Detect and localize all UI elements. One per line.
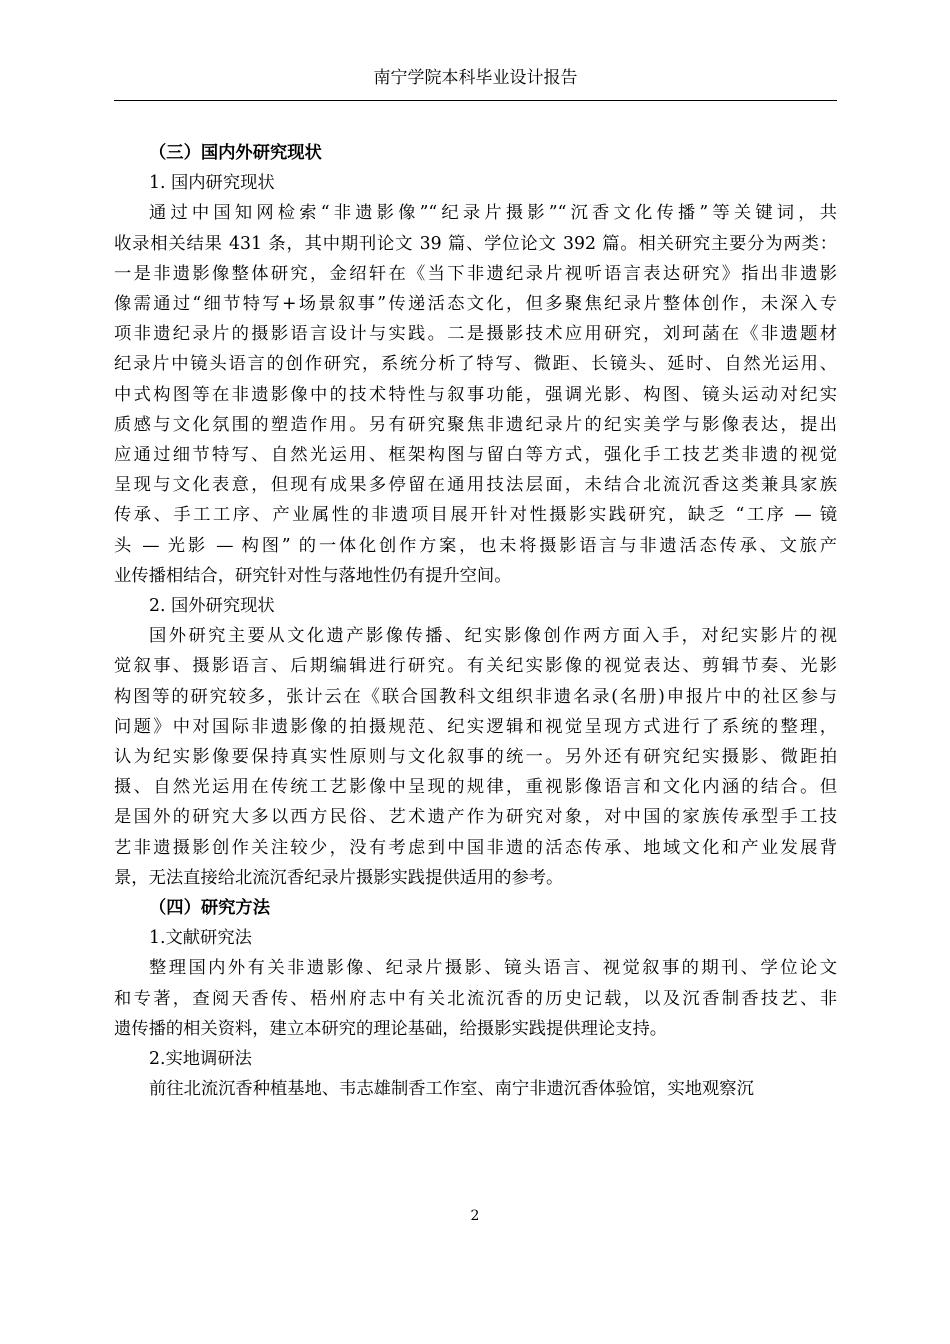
text-line: 国外研究主要从文化遗产影像传播、纪实影像创作两方面入手，对纪实影片的视 — [149, 626, 837, 647]
text-line: 像需通过“细节特写+场景叙事”传递活态文化，但多聚焦纪录片整体创作，未深入专 — [114, 294, 837, 315]
subheading-domestic: 1. 国内研究现状 — [149, 173, 275, 194]
subheading-fieldwork: 2.实地调研法 — [149, 1049, 252, 1070]
text-line: 是国外的研究大多以西方民俗、艺术遗产作为研究对象，对中国的家族传承型手工技 — [114, 807, 837, 828]
text-line: 项非遗纪录片的摄影语言设计与实践。二是摄影技术应用研究，刘珂菡在《非遗题材 — [114, 324, 837, 345]
text-line: 通过中国知网检索“非遗影像”“纪录片摄影”“沉香文化传播”等关键词，共 — [149, 203, 837, 224]
text-line: 前往北流沉香种植基地、韦志雄制香工作室、南宁非遗沉香体验馆，实地观察沉 — [149, 1079, 754, 1100]
text-line: 收录相关结果 431 条，其中期刊论文 39 篇、学位论文 392 篇。相关研究主要分为两类： — [114, 233, 837, 254]
text-line: 应通过细节特写、自然光运用、框架构图与留白等方式，强化手工技艺类非遗的视觉 — [114, 445, 837, 466]
text-line: 艺非遗摄影创作关注较少，没有考虑到中国非遗的活态传承、地域文化和产业发展背 — [114, 837, 837, 858]
text-line: 业传播相结合，研究针对性与落地性仍有提升空间。 — [114, 565, 512, 586]
page-number: 2 — [470, 1208, 480, 1224]
text-line: 问题》中对国际非遗影像的拍摄规范、纪实逻辑和视觉呈现方式进行了系统的整理， — [114, 716, 837, 737]
paragraph-domestic — [114, 198, 837, 591]
section-heading-4: （四）研究方法 — [149, 898, 270, 919]
text-line: 传承、手工工序、产业属性的非遗项目展开针对性摄影实践研究，缺乏 “工序 — 镜 — [114, 505, 837, 526]
text-line: 中式构图等在非遗影像中的技术特性与叙事功能，强调光影、构图、镜头运动对纪实 — [114, 384, 837, 405]
text-line: 质感与文化氛围的塑造作用。另有研究聚焦非遗纪录片的纪实美学与影像表达，提出 — [114, 414, 837, 435]
text-line: 和专著，查阅天香传、梧州府志中有关北流沉香的历史记载，以及沉香制香技艺、非 — [114, 988, 837, 1009]
text-line: 呈现与文化表意，但现有成果多停留在通用技法层面，未结合北流沉香这类兼具家族 — [114, 475, 837, 496]
text-line: 摄、自然光运用在传统工艺影像中呈现的规律，重视影像语言和文化内涵的结合。但 — [114, 777, 837, 798]
subheading-literature: 1.文献研究法 — [149, 928, 252, 949]
text-line: 认为纪实影像要保持真实性原则与文化叙事的统一。另外还有研究纪实摄影、微距拍 — [114, 747, 837, 768]
text-line: 觉叙事、摄影语言、后期编辑进行研究。有关纪实影像的视觉表达、剪辑节奏、光影 — [114, 656, 837, 677]
header-rule — [114, 100, 837, 101]
text-line: 遗传播的相关资料，建立本研究的理论基础，给摄影实践提供理论支持。 — [114, 1018, 668, 1039]
text-line: 整理国内外有关非遗影像、纪录片摄影、镜头语言、视觉叙事的期刊、学位论文 — [149, 958, 837, 979]
paragraph-fieldwork — [114, 1074, 837, 1104]
page-body — [114, 138, 837, 1105]
page-header: 南宁学院本科毕业设计报告 — [373, 68, 578, 88]
text-line: 构图等的研究较多，张计云在《联合国教科文组织非遗名录(名册)申报片中的社区参与 — [114, 686, 837, 707]
text-line: 纪录片中镜头语言的创作研究，系统分析了特写、微距、长镜头、延时、自然光运用、 — [114, 354, 837, 375]
paragraph-literature — [114, 953, 837, 1044]
paragraph-foreign — [114, 621, 837, 893]
text-line: 一是非遗影像整体研究，金绍轩在《当下非遗纪录片视听语言表达研究》指出非遗影 — [114, 263, 837, 284]
text-line: 景，无法直接给北流沉香纪录片摄影实践提供适用的参考。 — [114, 867, 564, 888]
subheading-foreign: 2. 国外研究现状 — [149, 596, 275, 617]
text-line: 头 — 光影 — 构图” 的一体化创作方案，也未将摄影语言与非遗活态传承、文旅产 — [114, 535, 837, 556]
section-heading-3: （三）国内外研究现状 — [149, 143, 322, 163]
